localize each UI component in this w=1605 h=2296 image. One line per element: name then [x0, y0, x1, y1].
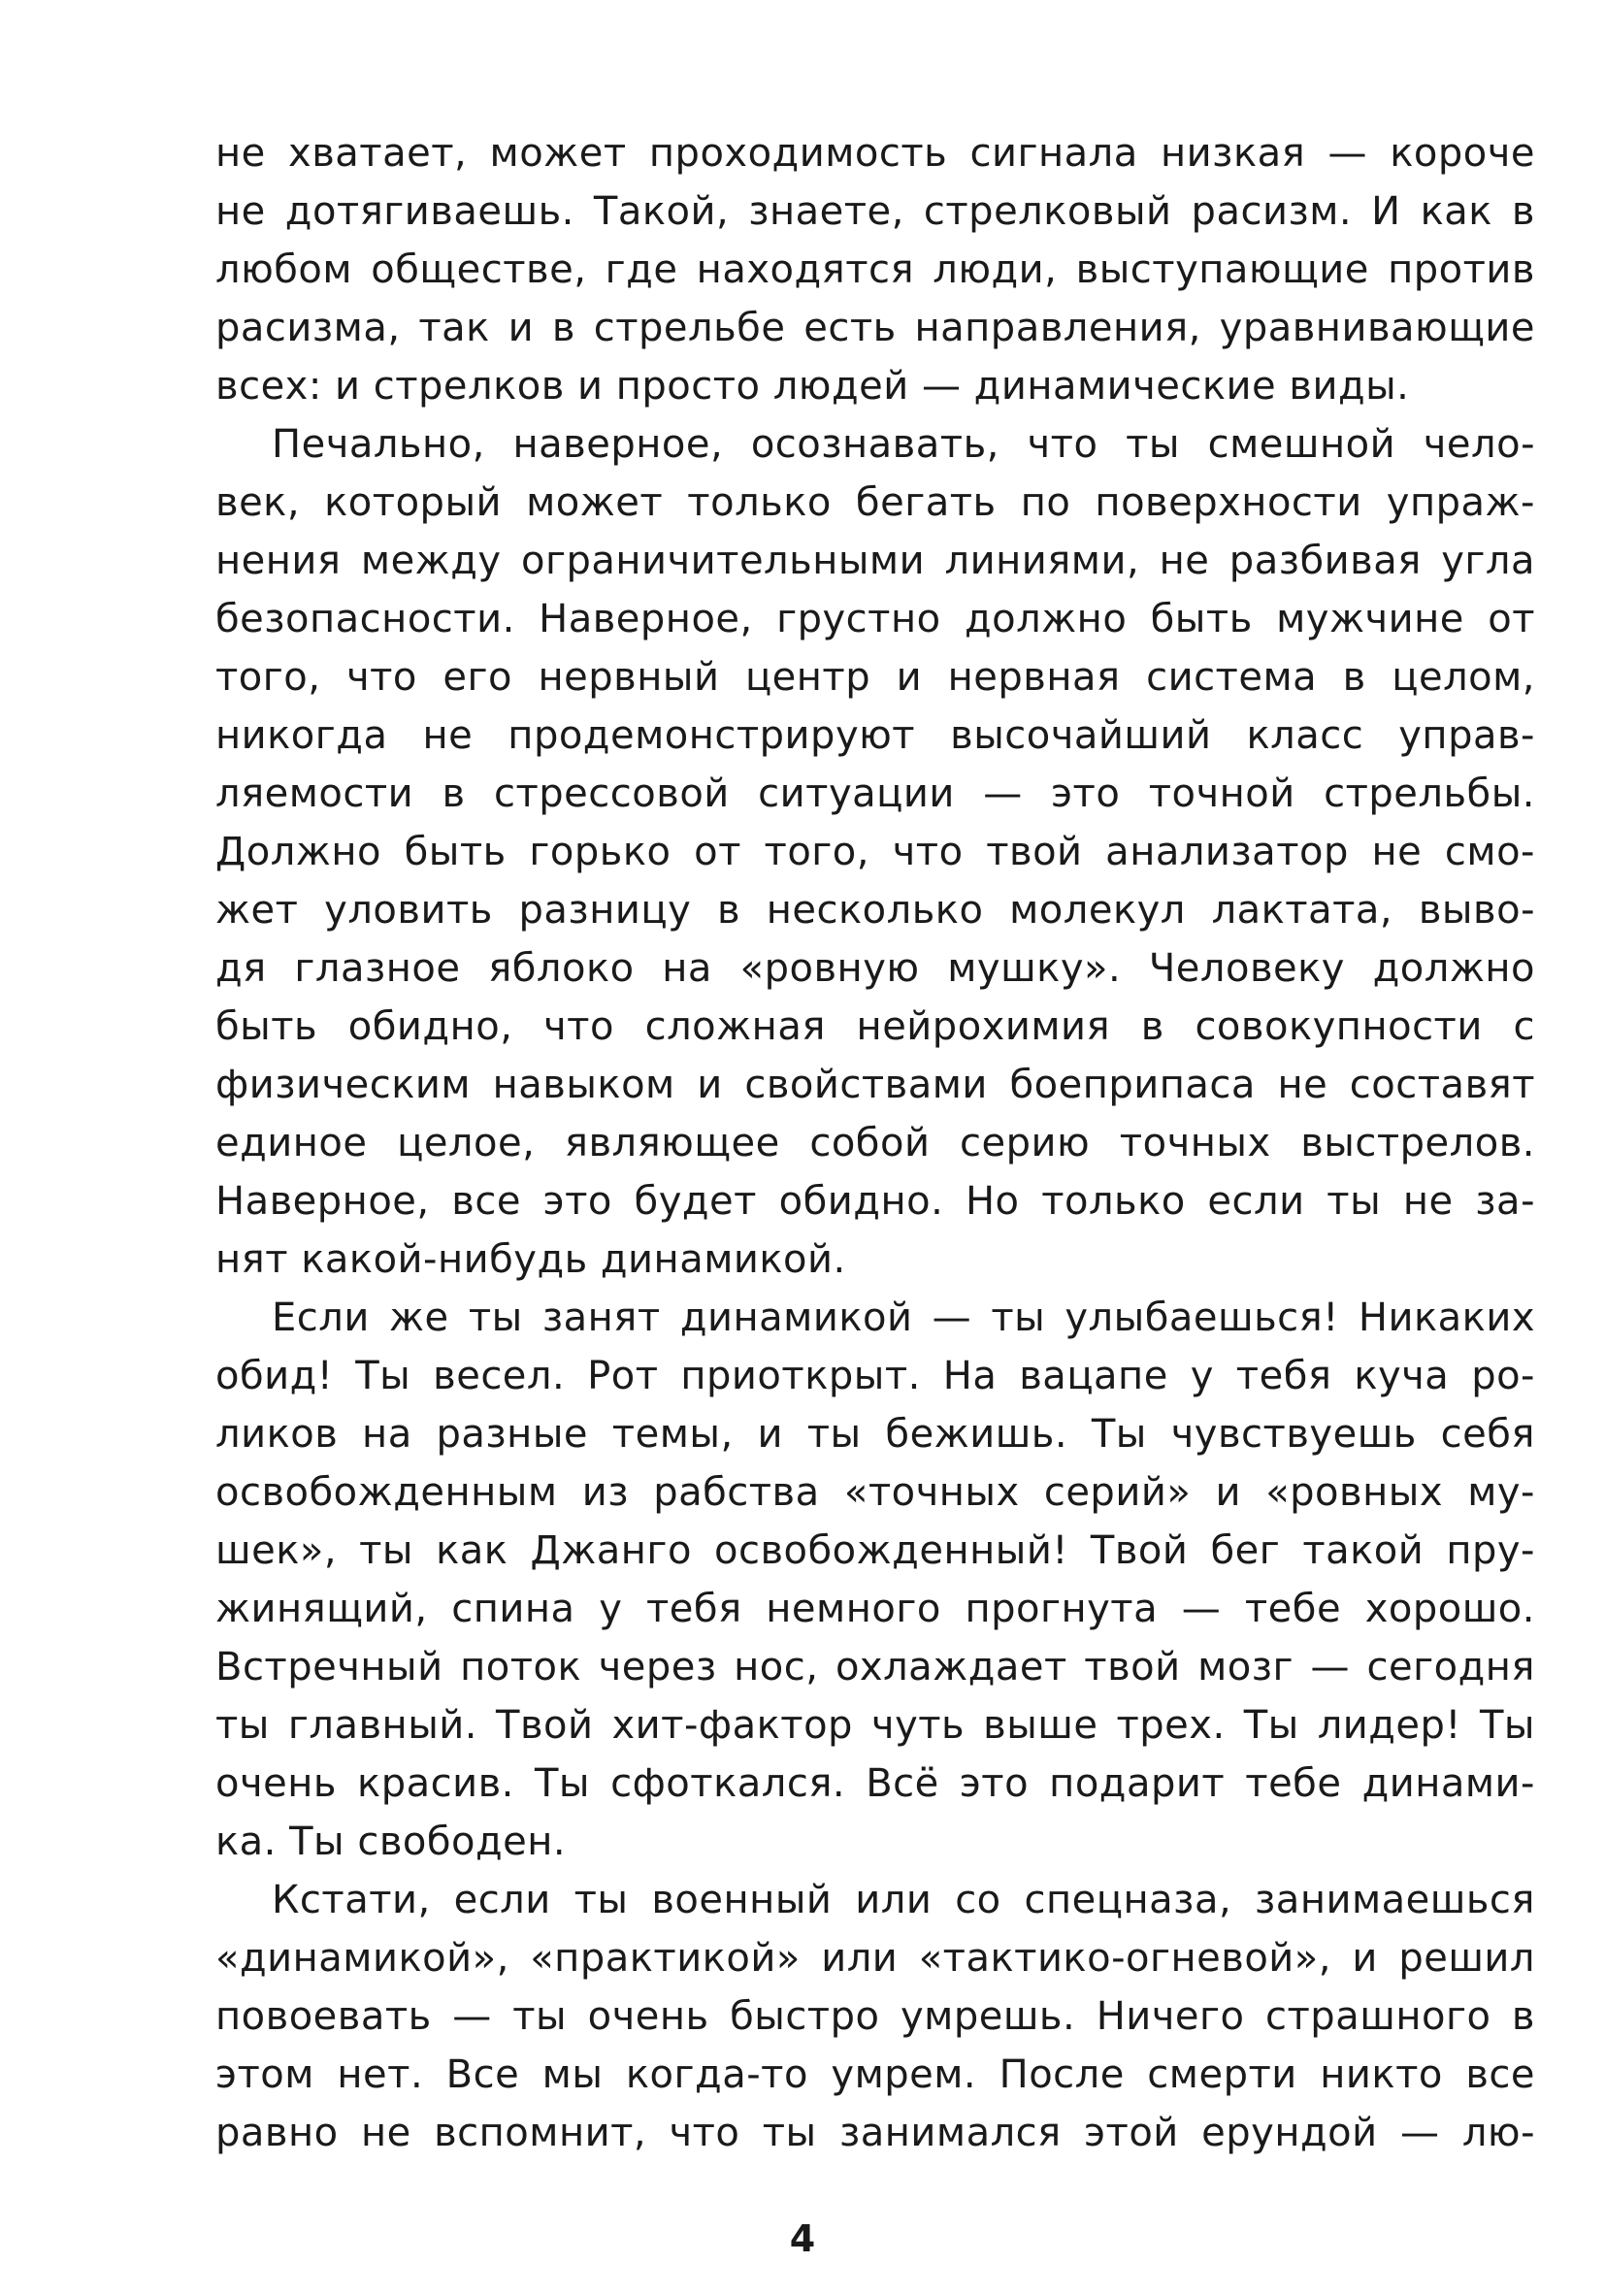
text-line: быть обидно, что сложная нейрохимия в совокупности с — [215, 1004, 1535, 1049]
text-line: не дотягиваешь. Такой, знаете, стрелковый расизм. И как в — [215, 189, 1535, 234]
text-line: освобожденным из рабства «точных серий» и «ровных му- — [215, 1470, 1535, 1515]
text-line: ляемости в стрессовой ситуации — это точной стрельбы. — [215, 771, 1535, 816]
text-line: «динамикой», «практикой» или «тактико-огневой», и решил — [215, 1936, 1535, 1981]
text-line: физическим навыком и свойствами боеприпаса не составят — [215, 1063, 1535, 1107]
text-line: равно не вспомнит, что ты занимался этой ерундой — лю- — [215, 2111, 1535, 2155]
text-line: любом обществе, где находятся люди, выступающие против — [215, 247, 1535, 292]
text-line: жинящий, спина у тебя немного прогнута — тебе хорошо. — [215, 1587, 1535, 1631]
text-line: Встречный поток через нос, охлаждает твой мозг — сегодня — [215, 1645, 1535, 1689]
text-line: расизма, так и в стрельбе есть направления, уравнивающие — [215, 306, 1535, 350]
text-line: не хватает, может проходимость сигнала низкая — короче — [215, 131, 1535, 176]
body-text — [215, 124, 1535, 2162]
text-line: единое целое, являющее собой серию точных выстрелов. — [215, 1121, 1535, 1165]
text-line: Должно быть горько от того, что твой анализатор не смо- — [215, 830, 1535, 874]
text-line: всех: и стрелков и просто людей — динамические виды. — [215, 364, 1410, 409]
text-line: очень красив. Ты сфоткался. Всё это подарит тебе динами- — [215, 1761, 1535, 1806]
text-line: ликов на разные темы, и ты бежишь. Ты чувствуешь себя — [215, 1412, 1535, 1457]
text-line: этом нет. Все мы когда-то умрем. После смерти никто все — [215, 2052, 1535, 2097]
text-line: ка. Ты свободен. — [215, 1820, 567, 1864]
text-line: обид! Ты весел. Рот приоткрыт. На вацапе у тебя куча ро- — [215, 1354, 1535, 1398]
text-line: повоевать — ты очень быстро умрешь. Ничего страшного в — [215, 1994, 1535, 2039]
text-line: ты главный. Твой хит-фактор чуть выше трех. Ты лидер! Ты — [215, 1703, 1535, 1748]
text-line: того, что его нервный центр и нервная система в целом, — [215, 655, 1535, 700]
text-line: Если же ты занят динамикой — ты улыбаешься! Никаких — [272, 1296, 1535, 1340]
text-line: Печально, наверное, осознавать, что ты смешной чело- — [272, 422, 1535, 467]
text-line: дя глазное яблоко на «ровную мушку». Человеку должно — [215, 946, 1535, 991]
text-line: никогда не продемонстрируют высочайший класс управ- — [215, 713, 1535, 758]
text-line: шек», ты как Джанго освобожденный! Твой бег такой пру- — [215, 1528, 1535, 1573]
text-line: безопасности. Наверное, грустно должно быть мужчине от — [215, 597, 1535, 641]
text-line: Кстати, если ты военный или со спецназа, занимаешься — [272, 1878, 1535, 1922]
text-line: нения между ограничительными линиями, не разбивая угла — [215, 539, 1535, 583]
text-line: Наверное, все это будет обидно. Но только если ты не за- — [215, 1179, 1535, 1224]
text-line: жет уловить разницу в несколько молекул лактата, выво- — [215, 888, 1535, 933]
page-number: 4 — [789, 2217, 816, 2260]
text-line: век, который может только бегать по поверхности упраж- — [215, 480, 1535, 525]
text-line: нят какой-нибудь динамикой. — [215, 1237, 846, 1282]
